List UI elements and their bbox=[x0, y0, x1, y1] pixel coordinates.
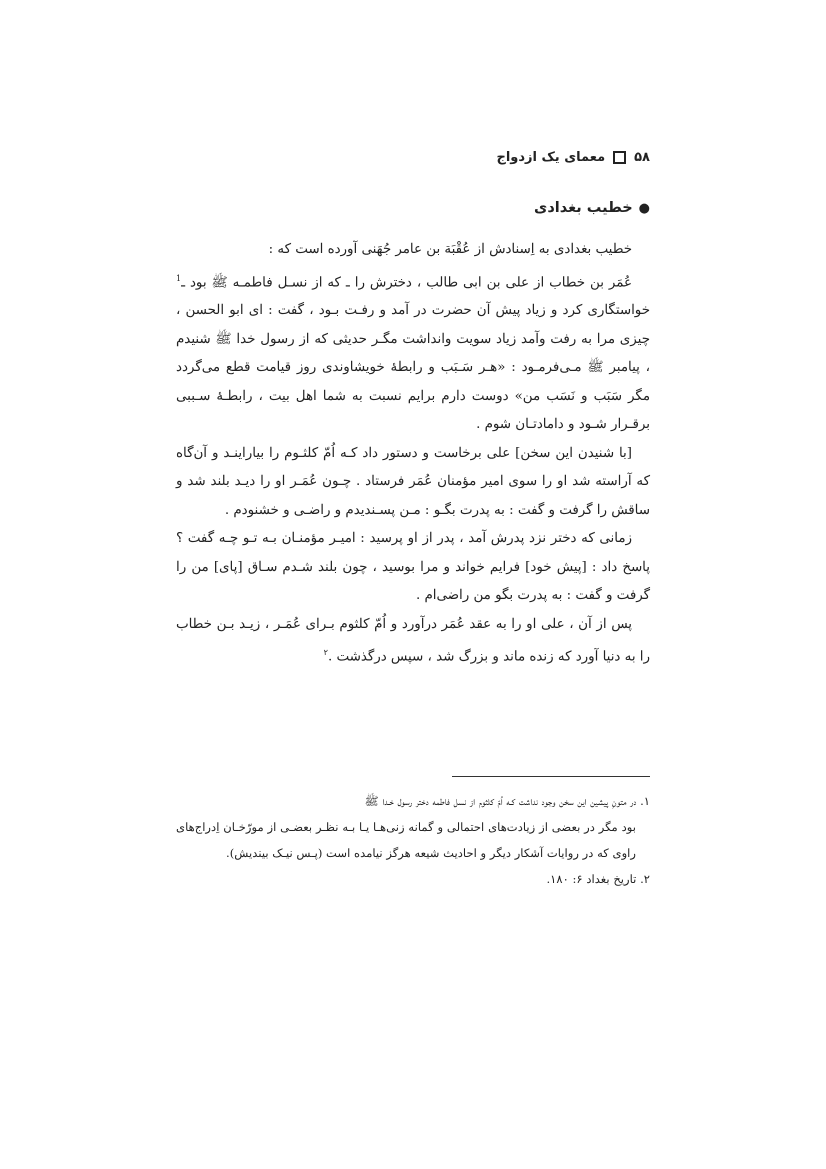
paragraph: زمانی که دختر نزد پدرش آمد ، پدر از او پرسید : امیـر مؤمنـان بـه تـو چـه گفت ؟ پاسخ داد : [پیش خود] فرایم خواند و مرا بوسید ، چون بلند شـدم سـاق [پای] من را گرفت و گفت : به پدرت بگو من راضی‌ام . bbox=[176, 531, 650, 604]
header-square-icon bbox=[613, 151, 626, 164]
bullet-icon: ● bbox=[638, 200, 650, 216]
section-heading bbox=[176, 200, 650, 216]
footnote-ref-1[interactable]: 1 bbox=[176, 273, 182, 283]
body-text bbox=[176, 236, 650, 672]
section-title: خطیب بغدادی bbox=[534, 200, 633, 216]
footnote-2: ۲. تاریخ بغداد ۶: ۱۸۰. bbox=[546, 872, 650, 886]
page-number: ۵۸ bbox=[634, 150, 650, 165]
paragraph-start: عُمَر بن خطاب از علی بن ابی طالب ، دخترش را ـ که از نسـل فاطمـه ﷺ بود ـ bbox=[181, 274, 632, 290]
footnote-1-line1: ۱. در متونِ پیشین این سخن وجود نداشت کـه اُمّ کلثوم از نسل فاطمه دختر رسول خـدا ﷺ bbox=[364, 794, 650, 808]
book-title: معمای یک ازدواج bbox=[496, 150, 606, 165]
paragraph: [با شنیدن این سخن] علی برخاست و دستور داد کـه اُمّ کلثـوم را بیاراینـد و آن‌گاه که آراسته شد او را سوی امیر مؤمنان عُمَر فرستاد . چـون عُمَـر او را دیـد بلند شد و ساقش را گرفت و گفت : به پدرت بگـو : مـن پسـندیدم و راضـی و خشنودم . bbox=[176, 445, 650, 518]
footnote-1-continuation: بود مگر در بعضی از زیادت‌های احتمالی و گمانه زنی‌هـا یـا بـه نظـر بعضـی از مورّخـان اِدراج‌های راوی که در روایات آشکار دیگر و احادیث شیعه هرگز نیامده است (پـس نیـک بیندیش). bbox=[176, 820, 636, 860]
paragraph: خطیب بغدادی به اِسنادش از عُقْبَة بن عامر جُهَنی آورده است که : bbox=[268, 242, 632, 257]
paragraph bbox=[176, 265, 650, 440]
paragraph-continuation: خواستگاری کرد و زیاد پیش آن حضرت در آمد و رفـت بـود ، گفت : ای ابو الحسن ، چیزی مرا به رفت وآمد زیاد سویت وانداشت مگـر حدیثی که از رسول خدا ﷺ شنیدم ، پیامبر ﷺ مـی‌فرمـود : «هـر سَـبَب و رابطهٔ خویشاوندی روز قیامت قطع می‌گردد مگر سَبَب و نَسَب من» دوست دارم برایم نسبت به شما اهل بیت ، رابطـهٔ سـببی برقـرار شـود و دامادتـان شوم . bbox=[176, 303, 650, 433]
page-header bbox=[176, 150, 650, 165]
footnote-ref-2[interactable]: ۲ bbox=[323, 648, 328, 658]
footnote-divider bbox=[452, 776, 650, 777]
paragraph-text: پس از آن ، علی او را به عقد عُمَر درآورد و اُمّ کلثوم بـرای عُمَـر ، زیـد بـن خطاب را به دنیا آورد که زنده ماند و بزرگ شد ، سپس درگذشت . bbox=[176, 616, 650, 665]
footnotes bbox=[176, 788, 650, 892]
paragraph bbox=[176, 611, 650, 672]
